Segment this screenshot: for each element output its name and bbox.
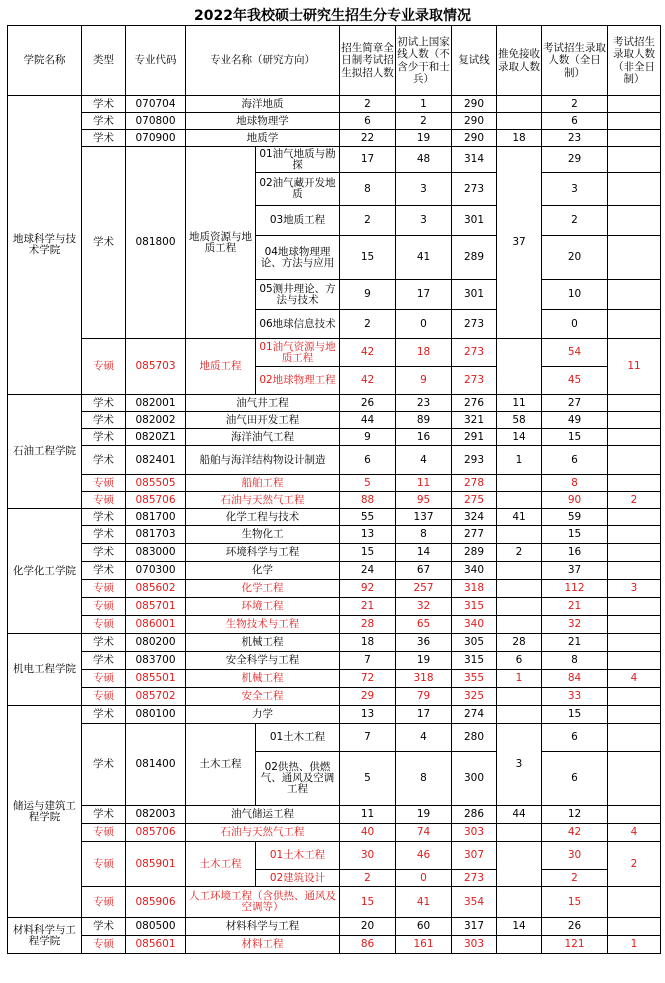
header-exam-full: 考试招生录取人数（全日制）: [542, 26, 608, 96]
table-row: 学术 070300 化学 24 67 340 37: [8, 562, 661, 580]
college-cell: 材料科学与工程学院: [8, 918, 82, 954]
table-row: 02建筑设计 2 0 273 2: [8, 870, 661, 887]
header-exam-part: 考试招生录取人数（非全日制）: [608, 26, 661, 96]
header-type: 类型: [82, 26, 126, 96]
table-row: 05测井理论、方法与技术 9 17 301 10: [8, 280, 661, 310]
table-row: 学术 070800 地球物理学 6 2 290 6: [8, 113, 661, 130]
table-row: 专硕 085505 船舶工程 5 11 278 8: [8, 475, 661, 492]
header-exempt: 推免接收录取人数: [497, 26, 542, 96]
table-row: 机电工程学院 学术 080200 机械工程 18 36 305 28 21: [8, 634, 661, 652]
table-row: 地球科学与技术学院 学术 070704 海洋地质 2 1 290 2: [8, 96, 661, 113]
table-row: 学术 081703 生物化工 13 8 277 15: [8, 526, 661, 544]
table-row: 学术 082401 船舶与海洋结构物设计制造 6 4 293 1 6: [8, 446, 661, 475]
table-row: 材料科学与工程学院 学术 080500 材料科学与工程 20 60 317 14 26: [8, 918, 661, 936]
header-plan: 招生简章全日制考试招生拟招人数: [340, 26, 396, 96]
header-name: 专业名称（研究方向）: [186, 26, 340, 96]
college-cell: 化学化工学院: [8, 509, 82, 634]
table-row: 02地球物理工程 42 9 273 45: [8, 367, 661, 395]
table-row: 学术 082003 油气储运工程 11 19 286 44 12: [8, 806, 661, 824]
table-row: 02供热、供燃气、通风及空调工程 5 8 300 6: [8, 752, 661, 806]
table-row: 储运与建筑工程学院 学术 080100 力学 13 17 274 15: [8, 706, 661, 724]
table-row: 专硕 086001 生物技术与工程 28 65 340 32: [8, 616, 661, 634]
header-row: [8, 26, 661, 96]
table-row: 专硕 085602 化学工程 92 257 318 112 3: [8, 580, 661, 598]
table-row: 学术 081400 土木工程 01土木工程 7 4 280 3 6: [8, 724, 661, 752]
table-row: 石油工程学院 学术 082001 油气井工程 26 23 276 11 27: [8, 395, 661, 412]
college-cell: 石油工程学院: [8, 395, 82, 509]
table-row: 学术 0820Z1 海洋油气工程 9 16 291 14 15: [8, 429, 661, 446]
table-row: 专硕 085703 地质工程 01油气资源与地质工程 42 18 273 54 11: [8, 339, 661, 367]
college-cell: 地球科学与技术学院: [8, 96, 82, 395]
table-row: 专硕 085706 石油与天然气工程 88 95 275 90 2: [8, 492, 661, 509]
table-row: 学术 083000 环境科学与工程 15 14 289 2 16: [8, 544, 661, 562]
header-retest: 复试线: [452, 26, 497, 96]
admission-table: [7, 25, 661, 954]
table-row: 06地球信息技术 2 0 273 0: [8, 310, 661, 339]
table-row: 化学化工学院 学术 081700 化学工程与技术 55 137 324 41 59: [8, 509, 661, 526]
table-row: 专硕 085901 土木工程 01土木工程 30 46 307 30 2: [8, 842, 661, 870]
table-row: 专硕 085906 人工环境工程（含供热、通风及空调等） 15 41 354 15: [8, 887, 661, 918]
table-row: 专硕 085702 安全工程 29 79 325 33: [8, 688, 661, 706]
header-college: 学院名称: [8, 26, 82, 96]
college-cell: 储运与建筑工程学院: [8, 706, 82, 918]
header-national: 初试上国家线人数（不含少干和士兵）: [396, 26, 452, 96]
table-row: 03地质工程 2 3 301 2: [8, 206, 661, 236]
table-row: 专硕 085601 材料工程 86 161 303 121 1: [8, 936, 661, 954]
table-row: 02油气藏开发地质 8 3 273 3: [8, 173, 661, 206]
page-title: 2022年我校硕士研究生招生分专业录取情况: [194, 8, 471, 24]
table-row: 专硕 085501 机械工程 72 318 355 1 84 4: [8, 670, 661, 688]
table-row: 专硕 085706 石油与天然气工程 40 74 303 42 4: [8, 824, 661, 842]
table-row: 学术 070900 地质学 22 19 290 18 23: [8, 130, 661, 147]
college-cell: 机电工程学院: [8, 634, 82, 706]
table-row: 学术 082002 油气田开发工程 44 89 321 58 49: [8, 412, 661, 429]
table-row: 04地球物理理论、方法与应用 15 41 289 20: [8, 236, 661, 280]
header-code: 专业代码: [126, 26, 186, 96]
table-row: 学术 083700 安全科学与工程 7 19 315 6 8: [8, 652, 661, 670]
table-row: 专硕 085701 环境工程 21 32 315 21: [8, 598, 661, 616]
table-row: 学术 081800 地质资源与地质工程 01油气地质与勘探 17 48 314 37 29: [8, 147, 661, 173]
